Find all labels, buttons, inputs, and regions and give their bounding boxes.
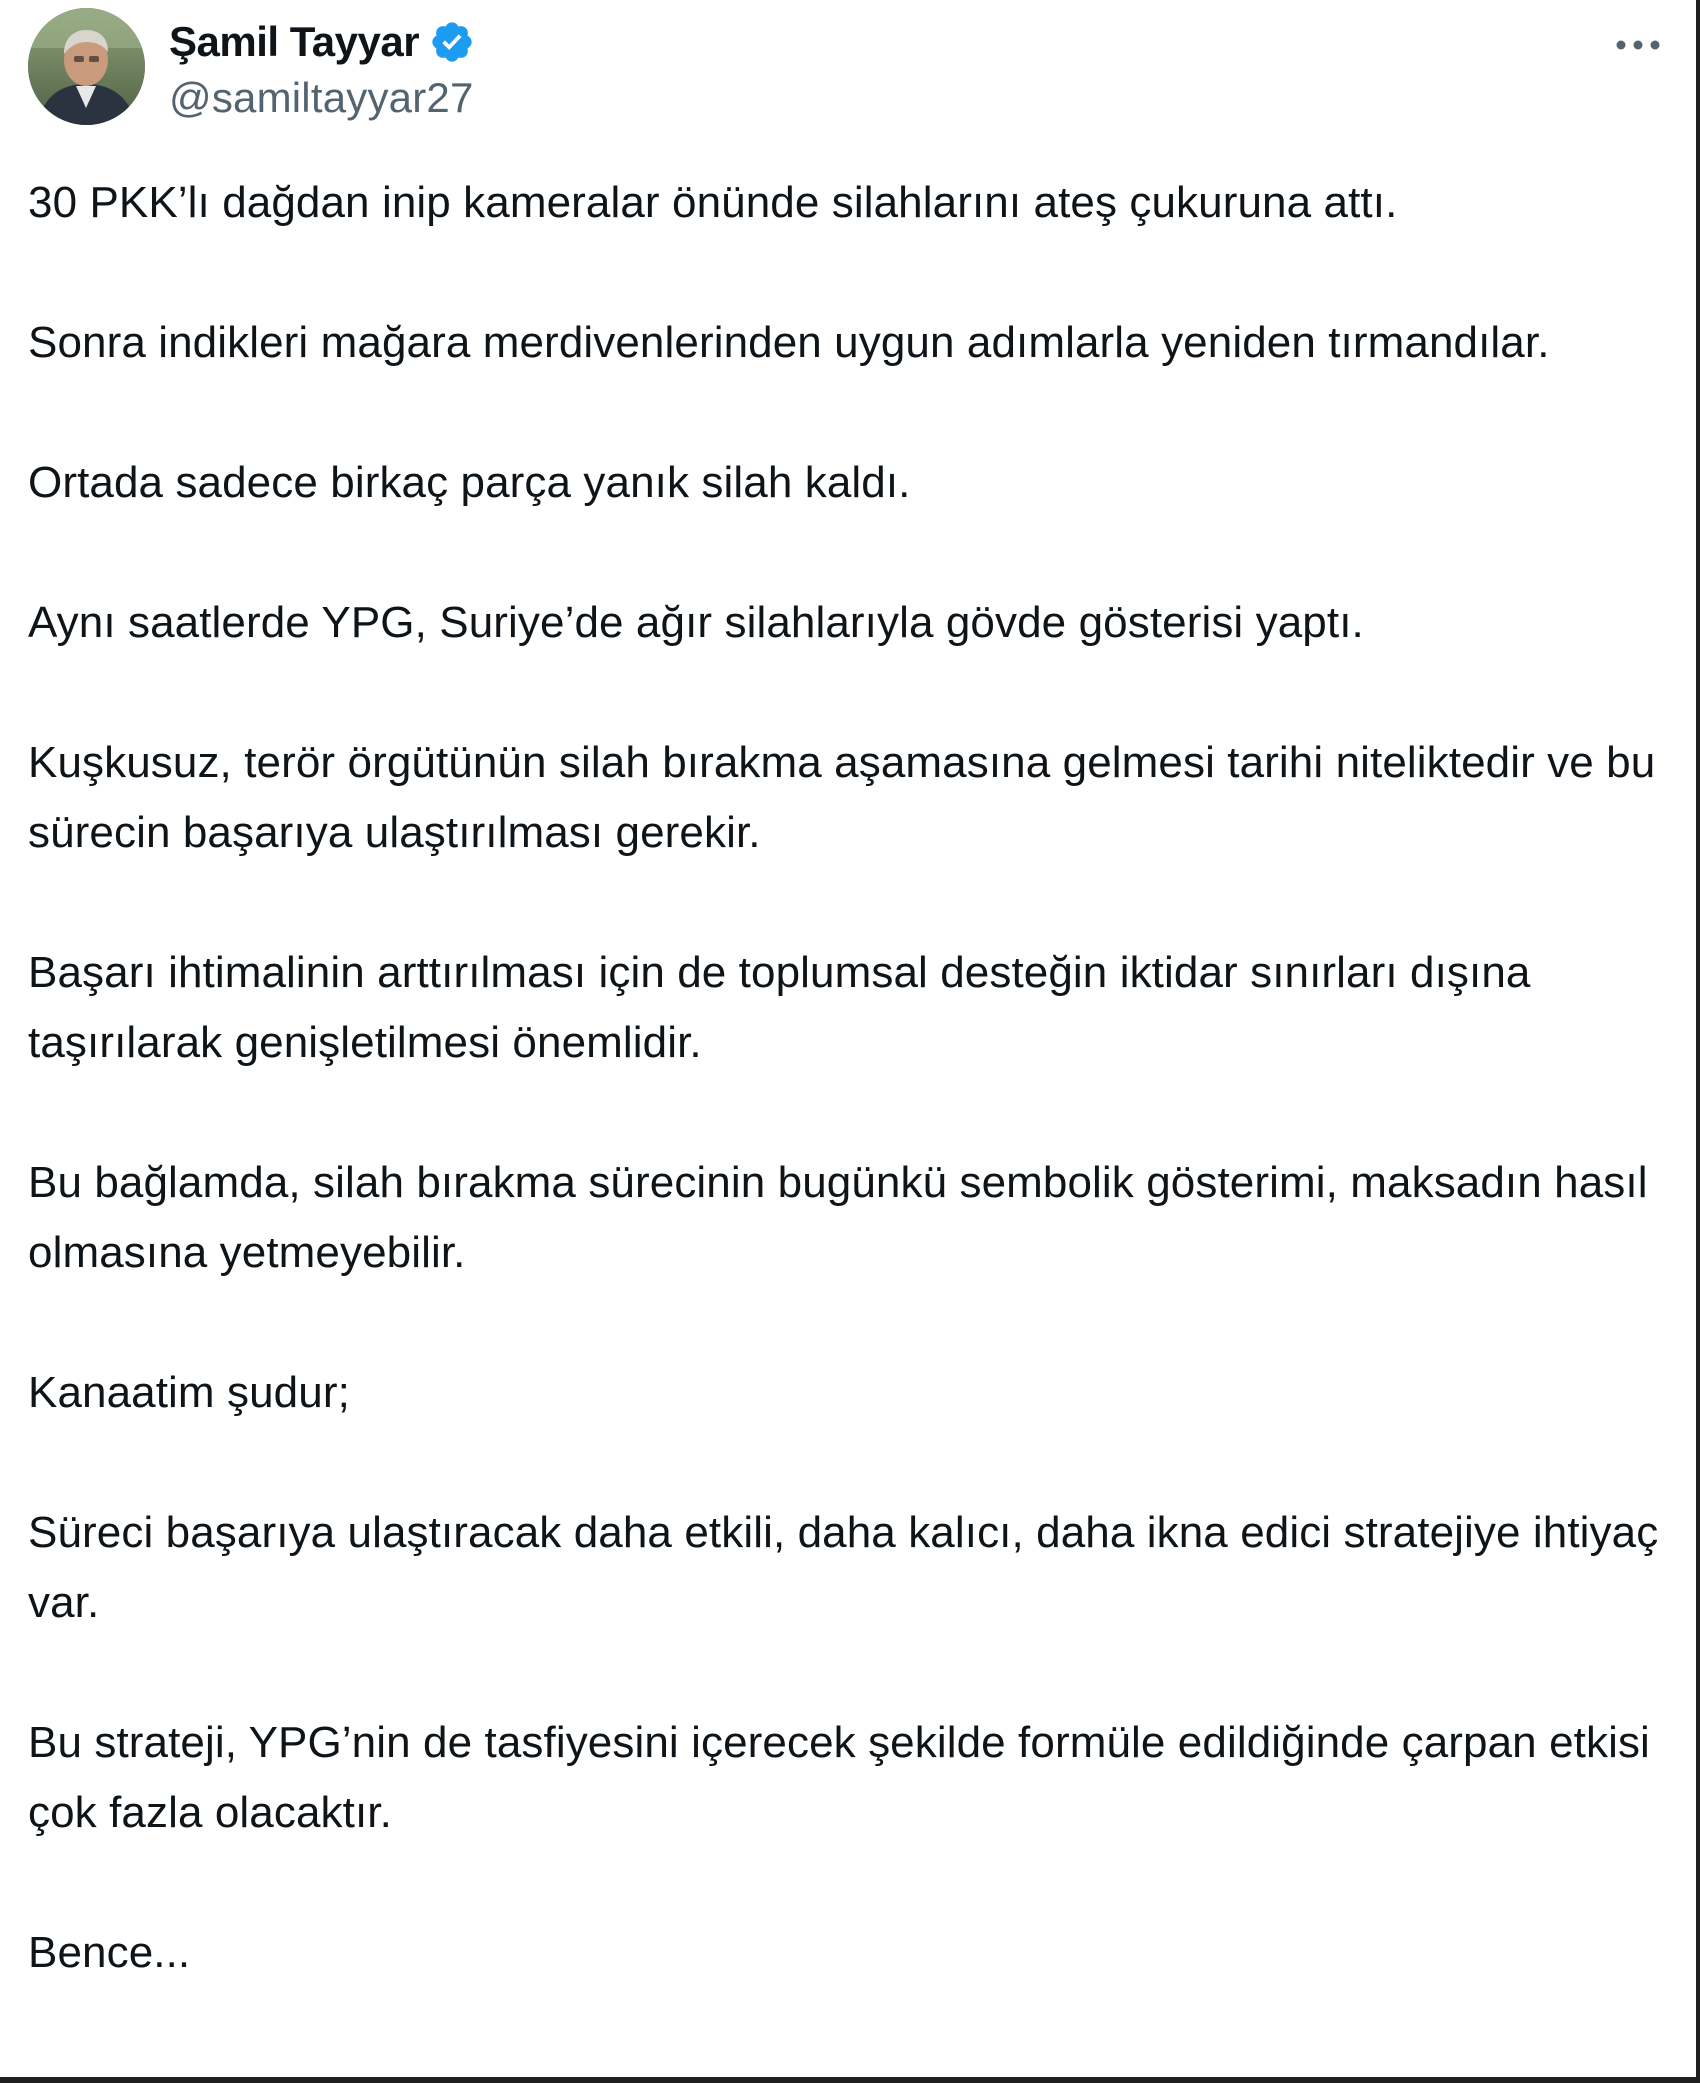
more-horizontal-icon[interactable]	[1608, 20, 1668, 70]
display-name-row	[169, 12, 475, 72]
handle[interactable]: @samiltayyar27	[169, 74, 474, 121]
tweet-paragraph: Bence...	[28, 1928, 191, 1977]
profile-photo	[28, 8, 145, 125]
tweet-paragraph: Aynı saatlerde YPG, Suriye’de ağır silahlarıyla gövde gösterisi yaptı.	[28, 598, 1364, 647]
tweet-paragraph: Bu strateji, YPG’nin de tasfiyesini içerecek şekilde formüle edildiğinde çarpan etkisi çok fazla olacaktır.	[28, 1718, 1650, 1837]
display-name[interactable]: Şamil Tayyar	[169, 18, 420, 65]
tweet-text	[28, 168, 1668, 1988]
tweet-paragraph: Bu bağlamda, silah bırakma sürecinin bugünkü sembolik gösterimi, maksadın hasıl olmasına yetmeyebilir.	[28, 1158, 1648, 1277]
avatar[interactable]	[28, 8, 145, 125]
verified-badge-icon[interactable]	[429, 19, 475, 65]
author-info	[169, 12, 475, 122]
tweet-paragraph: Sonra indikleri mağara merdivenlerinden uygun adımlarla yeniden tırmandılar.	[28, 318, 1550, 367]
tweet-paragraph: Kanaatim şudur;	[28, 1368, 350, 1417]
tweet-paragraph: 30 PKK’lı dağdan inip kameralar önünde silahlarını ateş çukuruna attı.	[28, 178, 1398, 227]
tweet-paragraph: Başarı ihtimalinin arttırılması için de toplumsal desteğin iktidar sınırları dışına taşırılarak genişletilmesi önemlidir.	[28, 948, 1531, 1067]
tweet-paragraph: Süreci başarıya ulaştıracak daha etkili, daha kalıcı, daha ikna edici stratejiye ihtiyaç var.	[28, 1508, 1659, 1627]
tweet-header	[28, 8, 1668, 128]
tweet-paragraph: Kuşkusuz, terör örgütünün silah bırakma aşamasına gelmesi tarihi niteliktedir ve bu sürecin başarıya ulaştırılması gerekir.	[28, 738, 1656, 857]
tweet-paragraph: Ortada sadece birkaç parça yanık silah kaldı.	[28, 458, 911, 507]
